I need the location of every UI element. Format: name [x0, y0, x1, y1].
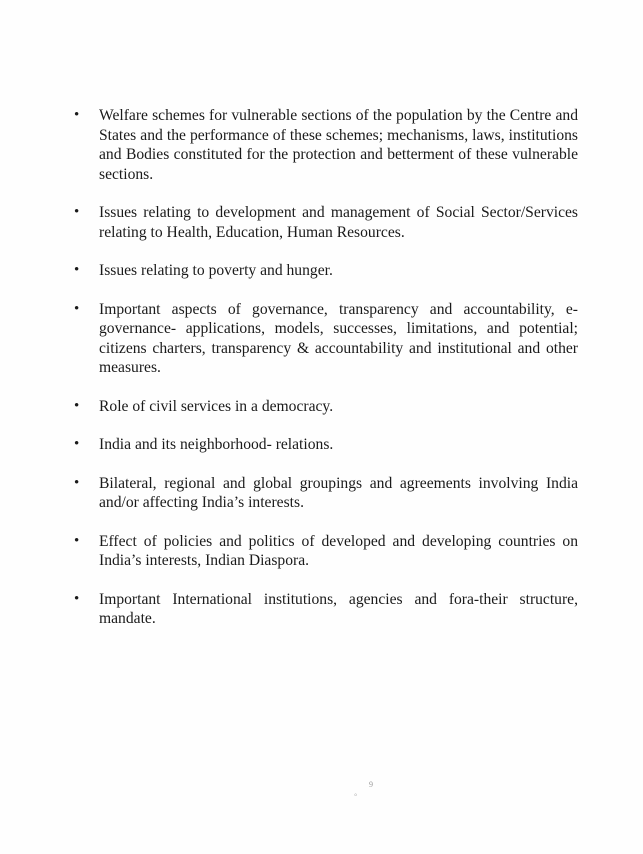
bullet-icon	[74, 261, 81, 281]
list-item-text: Issues relating to development and management of Social Sector/Services relating to Health, Education, Human Resources.	[99, 204, 578, 241]
page-number: 9	[369, 780, 373, 789]
list-item-text: Welfare schemes for vulnerable sections of the population by the Centre and States and the performance of these schemes; mechanisms, laws, institutions and Bodies constituted for the protection and betterment of these vulnerable sections.	[99, 107, 578, 183]
list-item-text: Bilateral, regional and global groupings and agreements involving India and/or affecting India’s interests.	[99, 474, 578, 511]
list-item	[74, 532, 578, 571]
bullet-icon	[74, 203, 81, 223]
list-item-text: Role of civil services in a democracy.	[99, 397, 334, 415]
list-item	[74, 261, 578, 281]
bullet-icon	[74, 397, 81, 417]
list-item	[74, 106, 578, 184]
list-item-text: Issues relating to poverty and hunger.	[99, 262, 333, 279]
bullet-icon	[74, 474, 81, 494]
list-item-text: Effect of policies and politics of developed and developing countries on India’s interests, Indian Diaspora.	[99, 532, 578, 569]
list-item	[74, 203, 578, 242]
list-item	[74, 590, 578, 629]
bullet-icon	[74, 532, 81, 552]
bullet-list	[74, 106, 578, 648]
bullet-icon	[74, 590, 81, 610]
list-item-text: India and its neighborhood- relations.	[99, 436, 334, 453]
bullet-icon	[74, 106, 81, 126]
list-item-text: Important International institutions, agencies and fora-their structure, mandate.	[99, 590, 578, 627]
list-item	[74, 300, 578, 378]
bullet-icon	[74, 300, 81, 320]
bullet-icon	[74, 435, 81, 455]
list-item-text: Important aspects of governance, transparency and accountability, e-governance- applications, models, successes, limitations, and potential; citizens charters, transparency & accountability and institutional and other measures.	[99, 300, 578, 376]
list-item	[74, 474, 578, 513]
list-item	[74, 435, 578, 455]
list-item	[74, 397, 578, 417]
scan-mark: °	[354, 792, 358, 801]
